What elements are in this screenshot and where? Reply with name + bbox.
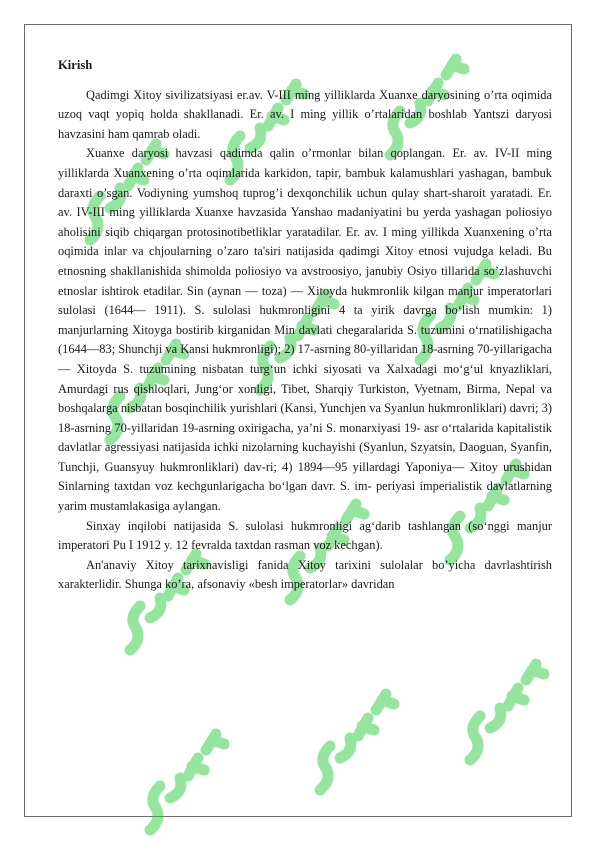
paragraph-2: Xuanxe daryosi havzasi qadimda qalin o’rmonlar bilan qoplangan. Er. av. IV-II ming yilliklarda Xuanxening o’rta oqimlarida karkidon, tapir, bambuk kalamushlari yashagan, bambuk daraxti o’sgan. Vodiyning yumshoq tuprog’i dexqonchilik uchun qulay shart-sharoit yaratadi. Er. av. IV-III ming yilliklarda Xuanxe havzasida Yanshao madaniyatini bu yerda yashagan poliosiyo aholisini siqib chiqargan protosinotibetliklar yaratadilar. Er. av. I ming yillikda Xuanxening o’rta oqimida inlar va chjoularning o’zaro ta'siri natijasida qadimgi Xitoy etnosi vujudga keladi. Bu etnosning shakllanishida shimolda poliosiyo va avstroosiyo, janubiy Osiyo tillarida so’zlashuvchi etnoslar ishtirok etadilar. Sin (aynan — toza) — Xitoyda hukmronlik kilgan manjur imperatorlari sulolasi (1644— 1911). S. sulolasi hukmronligini 4 ta yirik davrga bo‘lish mumkin: 1) manjurlarning Xitoyga bostirib kirganidan Min davlati chegaralarida S. tuzumini o‘rnatilishigacha (1644—83; Shunchji va Kansi hukmronligi); 2) 17-asrning 80-yillaridan 18-asrning 70-yillarigacha — Xitoyda S. tuzumining nisbatan turg‘un ichki siyosati va Xalxadagi mo‘g‘ul knyazliklari, Amurdagi rus qishloqlari, Jung‘or xonligi, Tibet, Sharqiy Turkiston, Vyetnam, Birma, Nepal va boshqalarga nisbatan bosqinchilik yurishlari (Kansi, Yunchjen va Syanlun hukmronliklari) davri; 3) 18-asrning 70-yillaridan 19-asrning oxirigacha, ya’ni S. monarxiyasi 19- asr o‘rtalarida kapitalistik davlatlar agressiyasi natijasida ichki nizolarning kuchayishi (Syanlun, Szyatsin, Daoguan, Syanfin, Tunchji, Guansyuy hukmronliklari) dav-ri; 4) 1894—95 yillardagi Yaponiya— Xitoy urushidan Sinlarning taxtdan voz kechgunlarigacha bo‘lgan davr. S. im- periyasi imperialistik davlatlarning yarim mustamlakasiga aylangan. [58, 146, 552, 514]
document-body [58, 56, 552, 595]
paragraph-1: Qadimgi Xitoy sivilizatsiyasi er.av. V-III ming yilliklarda Xuanxe daryosining o’rta oqimida uzoq vaqt yopiq holda shakllanadi. Er. av. I ming yillik o’rtalaridan boshlab Yantszi daryosi havzasini ham qamrab oladi. [58, 87, 552, 141]
paragraph-4: An'anaviy Xitoy tarixnavisligi fanida Xitoy tarixini sulolalar bo’yicha davrlashtirish xarakterlidir. Shunga ko’ra, afsonaviy «besh imperatorlar» davridan [58, 557, 552, 592]
section-heading: Kirish [58, 58, 93, 72]
paragraph-3: Sinxay inqilobi natijasida S. sulolasi hukmronligi ag‘darib tashlangan (so‘nggi manjur imperatori Pu I 1912 y. 12 fevralda taxtdan rasman voz kechgan). [58, 518, 552, 553]
